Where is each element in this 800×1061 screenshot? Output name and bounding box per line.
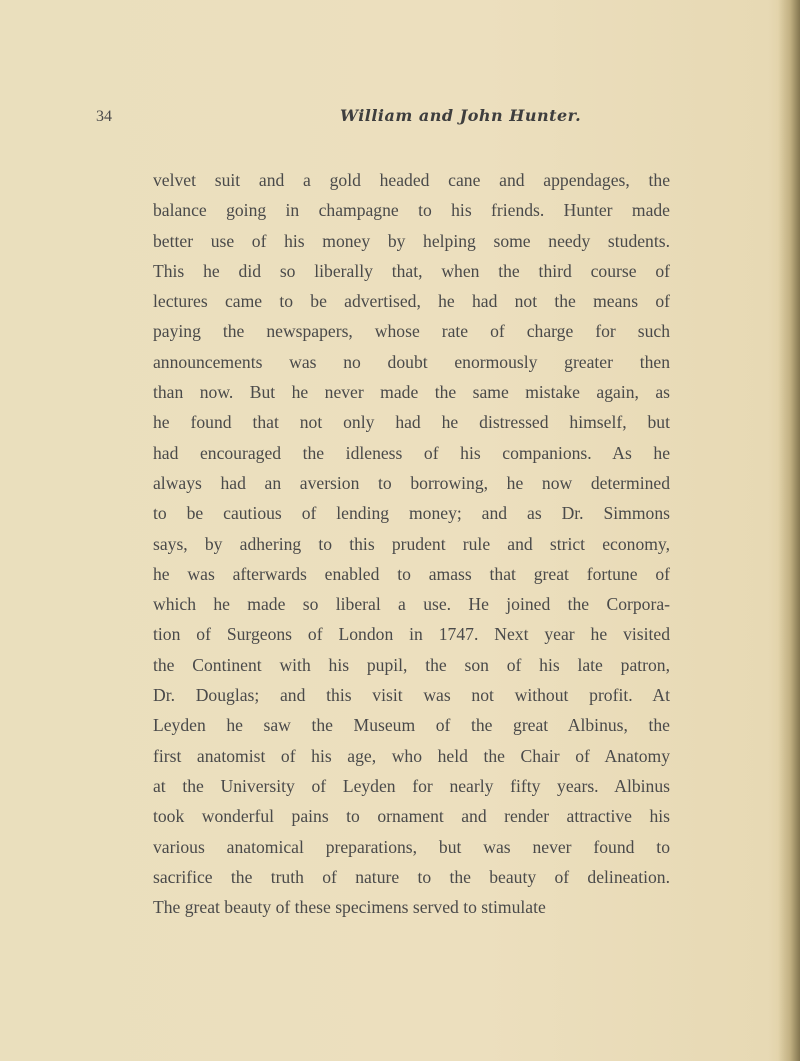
page-number: 34	[96, 108, 112, 125]
text-line: better use of his money by helping some needy students.	[153, 230, 670, 251]
text-line: lectures came to be advertised, he had not the means of	[153, 291, 670, 312]
text-line: says, by adhering to this prudent rule and strict economy,	[153, 533, 670, 554]
text-line: he was afterwards enabled to amass that great fortune of	[153, 563, 670, 584]
text-line: he found that not only had he distressed himself, but	[153, 412, 670, 433]
text-line: the Continent with his pupil, the son of his late patron,	[153, 654, 670, 675]
text-line: paying the newspapers, whose rate of charge for such	[153, 321, 670, 342]
page-edge-shadow	[778, 0, 800, 1061]
text-line: took wonderful pains to ornament and render attractive his	[153, 806, 670, 827]
text-line: balance going in champagne to his friends. Hunter made	[153, 200, 670, 221]
text-line: announcements was no doubt enormously greater then	[153, 351, 670, 372]
text-line: had encouraged the idleness of his companions. As he	[153, 442, 670, 463]
text-line: than now. But he never made the same mistake again, as	[153, 382, 670, 403]
text-line: which he made so liberal a use. He joined the Corpora-	[153, 594, 670, 615]
text-line: Leyden he saw the Museum of the great Albinus, the	[153, 715, 670, 736]
text-line: to be cautious of lending money; and as Dr. Simmons	[153, 503, 670, 524]
text-line: This he did so liberally that, when the third course of	[153, 260, 670, 281]
text-line: sacrifice the truth of nature to the beauty of delineation.	[153, 866, 670, 887]
body-text	[153, 165, 670, 922]
running-head: William and John Hunter.	[340, 106, 582, 125]
text-line: always had an aversion to borrowing, he now determined	[153, 472, 670, 493]
text-line: The great beauty of these specimens served to stimulate	[153, 897, 546, 918]
text-line: tion of Surgeons of London in 1747. Next year he visited	[153, 624, 670, 645]
text-line: first anatomist of his age, who held the Chair of Anatomy	[153, 745, 670, 766]
page-header	[0, 108, 800, 138]
text-line: various anatomical preparations, but was never found to	[153, 836, 670, 857]
text-line: Dr. Douglas; and this visit was not without profit. At	[153, 685, 670, 706]
text-line: at the University of Leyden for nearly fifty years. Albinus	[153, 775, 670, 796]
text-line: velvet suit and a gold headed cane and appendages, the	[153, 170, 670, 190]
